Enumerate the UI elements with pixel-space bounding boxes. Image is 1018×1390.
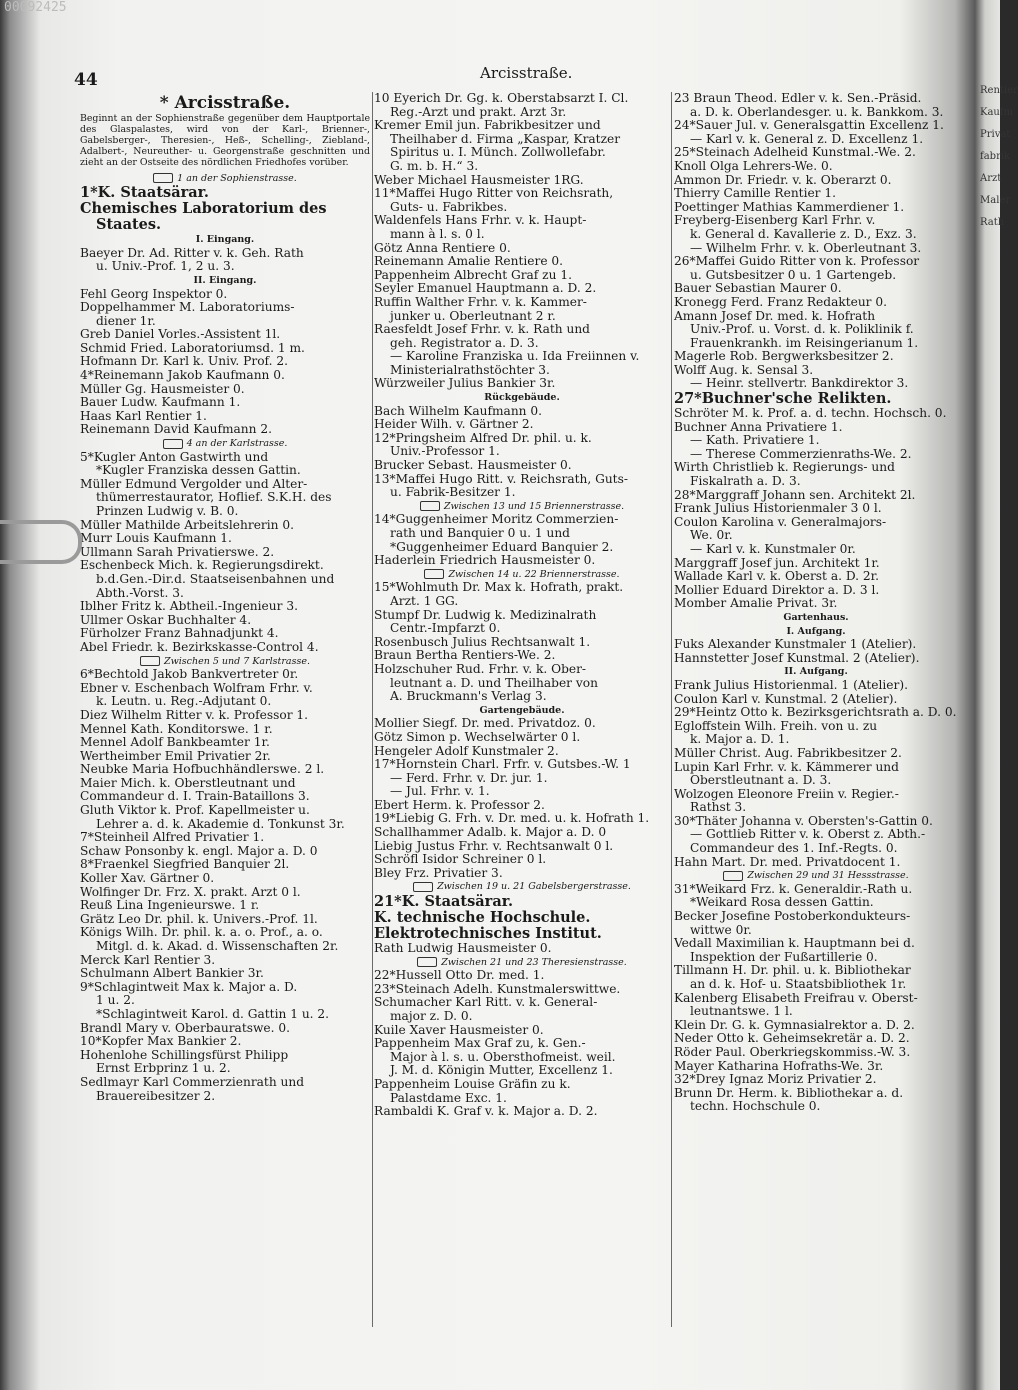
scan-id: 00092425 [4,0,67,15]
directory-entry: Knoll Olga Lehrers-We. 0. [674,158,833,173]
directory-entry: *Guggenheimer Eduard Banquier 2. [390,539,614,554]
directory-entry: Mollier Siegf. Dr. med. Privatdoz. 0. [374,716,596,731]
street-divider [80,655,370,669]
directory-entry: Brunn Dr. Herm. k. Bibliothekar a. d. [674,1085,904,1100]
directory-entry: Arzt. 1 GG. [390,593,459,608]
directory-entry: — Karl v. k. Kunstmaler 0r. [690,542,856,556]
directory-entry: Commandeur d. I. Train-Bataillons 3. [80,789,310,804]
directory-entry: Pappenheim Max Graf zu, k. Gen.- [374,1036,586,1051]
directory-entry: Königs Wilh. Dr. phil. k. a. o. Prof., a. o. [80,925,323,940]
directory-entry: G. m. b. H.“ 3. [390,158,479,173]
directory-entry: Schaw Ponsonby k. engl. Major a. D. 0 [80,843,318,858]
directory-entry: Ministerialrathstöchter 3. [390,362,550,377]
directory-entry: Guts- u. Fabrikbes. [390,199,508,214]
edge-fragment: Privat [980,129,1011,140]
directory-entry: *Weikard Rosa dessen Gattin. [690,895,874,910]
directory-entry: — Jul. Frhr. v. 1. [390,784,490,799]
column-2 [374,92,670,1119]
directory-entry: Baeyer Dr. Ad. Ritter v. k. Geh. Rath [80,245,304,260]
directory-entry: Thierry Camille Rentier 1. [674,186,837,201]
directory-entry: techn. Hochschule 0. [690,1099,821,1114]
pointing-hand-icon [413,882,433,892]
pointing-hand-icon [153,173,173,183]
edge-fragment: Arzt [980,173,1002,184]
directory-entry: Koller Xav. Gärtner 0. [80,871,215,886]
directory-entry: Wolzogen Eleonore Freiin v. Regier.- [674,786,899,801]
directory-entry: k. Leutn. u. Reg.-Adjutant 0. [96,694,272,709]
page-number: 44 [74,70,98,90]
directory-entry: Hofmann Dr. Karl k. Univ. Prof. 2. [80,354,288,369]
directory-entry: Prinzen Ludwig v. B. 0. [96,504,239,518]
street-divider [674,869,958,883]
directory-entry: — Ferd. Frhr. v. Dr. jur. 1. [390,770,548,785]
pointing-hand-icon [417,957,437,967]
directory-entry: 29*Heintz Otto k. Bezirksgerichtsrath a. D. 0. [674,705,957,720]
directory-entry: Centr.-Impfarzt 0. [390,621,501,636]
directory-entry: a. D. k. Oberlandesger. u. k. Bankkom. 3. [690,104,944,119]
directory-entry: Kronegg Ferd. Franz Redakteur 0. [674,294,888,309]
directory-entry: — Kath. Privatiere 1. [690,433,820,448]
directory-entry: 26*Maffei Guido Ritter von k. Professor [674,254,920,269]
section-heading: Gartengebäude. [479,704,565,716]
directory-entry: Palastdame Exc. 1. [390,1090,507,1105]
directory-entry: Ernst Erbprinz 1 u. 2. [96,1061,231,1076]
directory-entry: Schallhammer Adalb. k. Major a. D. 0 [374,825,607,840]
directory-entry: Bley Frz. Privatier 3. [374,865,503,880]
directory-entry: Würzweiler Julius Bankier 3r. [374,376,556,391]
directory-entry: Weber Michael Hausmeister 1RG. [374,172,584,187]
directory-entry: Rambaldi K. Graf v. k. Major a. D. 2. [374,1104,598,1119]
directory-entry: Momber Amalie Privat. 3r. [674,596,838,611]
column-1 [80,92,370,1103]
directory-entry: Götz Anna Rentiere 0. [374,240,511,255]
directory-entry: Holzschuher Rud. Frhr. v. k. Ober- [374,661,587,676]
directory-entry: 6*Bechtold Jakob Bankvertreter 0r. [80,667,299,682]
directory-entry: 13*Maffei Hugo Ritt. v. Reichsrath, Guts- [374,471,628,486]
directory-entry: Wolfinger Dr. Frz. X. prakt. Arzt 0 l. [80,884,301,899]
directory-entry: Schröter M. k. Prof. a. d. techn. Hochsch. 0. [674,406,947,421]
directory-entry: Müller Mathilde Arbeitslehrerin 0. [80,517,294,532]
pointing-hand-icon [163,439,183,449]
directory-entry: Hohenlohe Schillingsfürst Philipp [80,1047,289,1062]
directory-entry: k. Major a. D. 1. [690,732,790,747]
directory-entry: Iblher Fritz k. Abtheil.-Ingenieur 3. [80,599,298,614]
directory-entry: Röder Paul. Oberkriegskommiss.-W. 3. [674,1044,911,1059]
section-heading: II. Eingang. [193,274,257,286]
column-3 [674,92,958,1114]
directory-entry: Commandeur des 1. Inf.-Regts. 0. [690,841,898,856]
directory-entry: Mayer Katharina Hofraths-We. 3r. [674,1058,884,1073]
directory-entry: 25*Steinach Adelheid Kunstmal.-We. 2. [674,145,916,160]
directory-entry: wittwe 0r. [690,922,752,937]
section-heading: I. Eingang. [195,234,255,246]
section-heading: Gartenhaus. [783,611,849,623]
directory-entry: Haas Karl Rentier 1. [80,408,207,423]
directory-entry: Braun Bertha Rentiers-We. 2. [374,648,556,663]
directory-entry: Brauereibesitzer 2. [96,1088,216,1103]
section-heading: II. Aufgang. [784,666,848,678]
directory-entry: thümerrestaurator, Hoflief. S.K.H. des [96,490,332,505]
directory-entry: 11*Maffei Hugo Ritter von Reichsrath, [374,186,614,201]
directory-entry: Ebner v. Eschenbach Wolfram Frhr. v. [80,680,313,695]
directory-entry: 4*Reinemann Jakob Kaufmann 0. [80,368,285,383]
directory-entry: Fehl Georg Inspektor 0. [80,286,228,301]
directory-entry: Staates. [96,216,162,234]
directory-entry: Brandl Mary v. Oberbauratswe. 0. [80,1020,291,1035]
directory-entry: 1*K. Staatsärar. [80,184,209,202]
divider-text: 4 an der Karlstrasse. [186,438,288,450]
pointing-hand-icon [140,656,160,666]
directory-entry: Mitgl. d. k. Akad. d. Wissenschaften 2r. [96,939,339,953]
directory-entry: 8*Fraenkel Siegfried Banquier 2l. [80,857,290,872]
directory-entry: Heider Wilh. v. Gärtner 2. [374,417,534,432]
directory-entry: 10*Kopfer Max Bankier 2. [80,1034,242,1049]
directory-entry: *Schlagintweit Karol. d. Gattin 1 u. 2. [96,1006,330,1021]
directory-entry: Lehrer a. d. k. Akademie d. Tonkunst 3r. [96,816,345,831]
directory-entry: 9*Schlagintweit Max k. Major a. D. [80,979,298,994]
directory-entry: Müller Christ. Aug. Fabrikbesitzer 2. [674,745,902,760]
directory-entry: Abel Friedr. k. Bezirkskasse-Control 4. [80,639,319,654]
directory-entry: Ruffin Walther Frhr. v. k. Kammer- [374,294,587,309]
directory-entry: Müller Edmund Vergolder und Alter- [80,476,308,491]
directory-entry: u. Fabrik-Besitzer 1. [390,485,516,500]
directory-entry: Schmid Fried. Laboratoriumsd. 1 m. [80,340,305,355]
directory-entry: Coulon Karl v. Kunstmal. 2 (Atelier). [674,691,898,706]
directory-entry: Greb Daniel Vorles.-Assistent 1l. [80,327,281,342]
directory-entry: Seyler Emanuel Hauptmann a. D. 2. [374,281,597,296]
street-divider [374,956,670,970]
directory-entry: We. 0r. [690,528,733,543]
directory-entry: Grätz Leo Dr. phil. k. Univers.-Prof. 1l. [80,911,318,926]
directory-entry: 17*Hornstein Charl. Frfr. v. Gutsbes.-W. 1 [374,757,631,772]
directory-entry: Theilhaber d. Firma „Kaspar, Kratzer [390,131,621,146]
directory-entry: Stumpf Dr. Ludwig k. Medizinalrath [374,607,597,622]
edge-fragment: Maler [980,195,1011,206]
directory-entry: Müller Gg. Hausmeister 0. [80,381,245,396]
directory-entry: 19*Liebig G. Frh. v. Dr. med. u. k. Hofrath 1. [374,811,650,826]
directory-entry: Coulon Karolina v. Generalmajors- [674,514,887,529]
directory-entry: 22*Hussell Otto Dr. med. 1. [374,968,545,983]
directory-entry: A. Bruckmann's Verlag 3. [390,689,547,704]
directory-entry: Bauer Sebastian Maurer 0. [674,281,842,296]
directory-entry: k. General d. Kavallerie z. D., Exz. 3. [690,226,917,241]
directory-entry: Ammon Dr. Friedr. v. k. Oberarzt 0. [674,172,892,187]
divider-text: Zwischen 5 und 7 Karlstrasse. [164,655,310,667]
directory-entry: Murr Louis Kaufmann 1. [80,531,232,546]
directory-entry: Ullmer Oskar Buchhalter 4. [80,612,252,627]
directory-entry: Raesfeldt Josef Frhr. v. k. Rath und [374,322,590,337]
directory-entry: Neder Otto k. Geheimsekretär a. D. 2. [674,1031,910,1046]
directory-entry: Schumacher Karl Ritt. v. k. General- [374,995,598,1010]
running-head: Arcisstraße. [480,64,573,82]
street-divider [374,880,670,894]
directory-entry: Ebert Herm. k. Professor 2. [374,797,545,812]
directory-entry: Wallade Karl v. k. Oberst a. D. 2r. [674,569,880,584]
directory-entry: Rath Ludwig Hausmeister 0. [374,941,552,956]
directory-entry: Amann Josef Dr. med. k. Hofrath [674,308,876,323]
edge-fragment: Kaufm [980,107,1014,118]
directory-entry: Oberstleutnant a. D. 3. [690,773,832,788]
directory-entry: 14*Guggenheimer Moritz Commerzien- [374,512,619,527]
directory-entry: 15*Wohlmuth Dr. Max k. Hofrath, prakt. [374,580,624,595]
edge-fragment: fabrik [980,151,1011,162]
directory-entry: — Heinr. stellvertr. Bankdirektor 3. [690,376,909,391]
divider-text: Zwischen 21 und 23 Theresienstrasse. [441,956,627,968]
directory-entry: — Gottlieb Ritter v. k. Oberst z. Abth.- [690,827,926,842]
directory-entry: Bach Wilhelm Kaufmann 0. [374,403,543,418]
directory-entry: Schröfl Isidor Schreiner 0 l. [374,852,547,867]
street-divider [374,500,670,514]
divider-text: Zwischen 13 und 15 Briennerstrasse. [443,500,625,512]
edge-fragment: Rentier [980,85,1018,96]
directory-entry: Hahn Mart. Dr. med. Privatdocent 1. [674,854,901,869]
directory-entry: Hannstetter Josef Kunstmal. 2 (Atelier). [674,650,920,665]
directory-entry: — Therese Commerzienraths-We. 2. [690,446,912,461]
directory-entry: Merck Karl Rentier 3. [80,952,216,967]
directory-entry: Götz Simon p. Wechselwärter 0 l. [374,729,581,744]
directory-entry: Vedall Maximilian k. Hauptmann bei d. [674,936,915,951]
directory-entry: mann à l. s. 0 l. [390,226,485,241]
divider-text: 1 an der Sophienstrasse. [177,172,297,184]
directory-entry: u. Gutsbesitzer 0 u. 1 Gartengeb. [690,267,897,282]
directory-entry: Eschenbeck Mich. k. Regierungsdirekt. [80,558,324,573]
directory-entry: Haderlein Friedrich Hausmeister 0. [374,553,596,568]
directory-entry: Reuß Lina Ingenieurswe. 1 r. [80,898,260,913]
directory-entry: Wirth Christlieb k. Regierungs- und [674,460,895,475]
directory-entry: 30*Thäter Johanna v. Obersten's-Gattin 0. [674,813,933,828]
directory-entry: Major à l. s. u. Obersthofmeist. weil. [390,1049,616,1064]
directory-entry: 23 Braun Theod. Edler v. k. Sen.-Präsid. [674,91,922,105]
directory-entry: *Kugler Franziska dessen Gattin. [96,463,301,478]
directory-entry: Inspektion der Fußartillerie 0. [690,949,878,964]
directory-entry: Mennel Adolf Bankbeamter 1r. [80,735,270,750]
directory-entry: Magerle Rob. Bergwerksbesitzer 2. [674,349,894,364]
directory-entry: 32*Drey Ignaz Moriz Privatier 2. [674,1072,877,1087]
divider-text: Zwischen 19 u. 21 Gabelsbergerstrasse. [437,881,631,893]
paper-clip [0,520,82,564]
directory-entry: Buchner Anna Privatiere 1. [674,419,843,434]
section-heading: I. Aufgang. [786,625,846,637]
directory-entry: — Karoline Franziska u. Ida Freiinnen v. [390,349,640,364]
directory-entry: rath und Banquier 0 u. 1 und [390,526,570,540]
directory-entry: Klein Dr. G. k. Gymnasialrektor a. D. 2. [674,1017,915,1032]
pointing-hand-icon [723,871,743,881]
directory-entry: Mollier Eduard Direktor a. D. 3 l. [674,582,880,597]
directory-entry: Rathst 3. [690,800,747,815]
directory-entry: Waldenfels Hans Frhr. v. k. Haupt- [374,213,587,228]
directory-entry: Univ.-Prof. u. Vorst. d. k. Poliklinik f. [690,322,914,337]
directory-entry: 10 Eyerich Dr. Gg. k. Oberstabsarzt I. Cl. [374,91,629,105]
directory-entry: Ullmann Sarah Privatierswe. 2. [80,544,275,559]
directory-entry: Rosenbusch Julius Rechtsanwalt 1. [374,634,591,649]
directory-entry: Gluth Viktor k. Prof. Kapellmeister u. [80,803,310,818]
directory-entry: — Karl v. k. General z. D. Excellenz 1. [690,131,924,146]
edge-fragment: Rath [980,217,1005,228]
directory-entry: Diez Wilhelm Ritter v. k. Professor 1. [80,707,309,722]
directory-entry: Fürholzer Franz Bahnadjunkt 4. [80,626,279,641]
directory-entry: Marggraff Josef jun. Architekt 1r. [674,555,880,570]
directory-entry: Pappenheim Louise Gräfin zu k. [374,1076,571,1091]
directory-entry: Bauer Ludw. Kaufmann 1. [80,395,241,410]
street-divider [80,437,370,451]
directory-entry: Elektrotechnisches Institut. [374,925,602,943]
directory-entry: Maier Mich. k. Oberstleutnant und [80,775,296,790]
directory-entry: 7*Steinheil Alfred Privatier 1. [80,830,265,845]
directory-entry: K. technische Hochschule. [374,909,591,927]
directory-entry: Doppelhammer M. Laboratoriums- [80,300,295,315]
directory-entry: Frank Julius Historienmaler 3 0 l. [674,501,882,516]
directory-entry: Pappenheim Albrecht Graf zu 1. [374,267,572,282]
directory-entry: diener 1r. [96,313,156,328]
directory-entry: Brucker Sebast. Hausmeister 0. [374,458,572,473]
directory-entry: 5*Kugler Anton Gastwirth und [80,449,269,464]
column-rule [372,92,373,1327]
directory-entry: u. Univ.-Prof. 1, 2 u. 3. [96,259,235,274]
directory-entry: Univ.-Professor 1. [390,444,500,459]
directory-entry: Wertheimber Emil Privatier 2r. [80,748,271,763]
directory-entry: Neubke Maria Hofbuchhändlerswe. 2 l. [80,762,325,777]
directory-entry: junker u. Oberleutnant 2 r. [390,308,556,323]
directory-entry: Kuile Xaver Hausmeister 0. [374,1022,544,1037]
directory-entry: Frauenkrankh. im Reisingerianum 1. [690,335,919,350]
directory-entry: Chemisches Laboratorium des [80,200,327,218]
street-divider [80,172,370,186]
directory-entry: 12*Pringsheim Alfred Dr. phil. u. k. [374,430,592,445]
directory-entry: Reinemann David Kaufmann 2. [80,422,272,437]
directory-entry: Mennel Kath. Konditorswe. 1 r. [80,721,273,736]
directory-entry: 28*Marggraff Johann sen. Architekt 2l. [674,487,916,502]
directory-entry: Wolff Aug. k. Sensal 3. [674,362,814,377]
directory-entry: Sedlmayr Karl Commerzienrath und [80,1074,305,1089]
directory-entry: Kalenberg Elisabeth Freifrau v. Oberst- [674,990,918,1005]
directory-entry: 21*K. Staatsärar. [374,893,514,911]
directory-entry: Egloffstein Wilh. Freih. von u. zu [674,718,878,733]
directory-entry: Liebig Justus Frhr. v. Rechtsanwalt 0 l. [374,838,614,853]
directory-entry: 23*Steinach Adelh. Kunstmalerswittwe. [374,981,621,996]
directory-entry: * Arcisstraße. [159,93,291,113]
directory-entry: J. M. d. Königin Mutter, Excellenz 1. [390,1063,613,1078]
directory-entry: Frank Julius Historienmal. 1 (Atelier). [674,677,908,692]
divider-text: Zwischen 14 u. 22 Briennerstrasse. [448,568,620,580]
column-rule [671,92,672,1327]
directory-entry: 1 u. 2. [96,993,135,1008]
directory-entry: Spiritus u. I. Münch. Zollwollefabr. [390,145,606,160]
pointing-hand-icon [424,569,444,579]
directory-entry: Tillmann H. Dr. phil. u. k. Bibliothekar [674,963,911,978]
directory-entry: Freyberg-Eisenberg Karl Frhr. v. [674,213,876,228]
directory-entry: Lupin Karl Frhr. v. k. Kämmerer und [674,759,899,774]
directory-entry: Fiskalrath a. D. 3. [690,474,801,489]
directory-entry: 31*Weikard Frz. k. Generaldir.-Rath u. [674,881,913,896]
directory-entry: 27*Buchner'sche Relikten. [674,390,892,408]
divider-text: Zwischen 29 und 31 Hessstrasse. [747,870,909,882]
directory-entry: Reinemann Amalie Rentiere 0. [374,254,564,269]
next-page-edge [980,80,1018,234]
directory-entry: Hengeler Adolf Kunstmaler 2. [374,743,559,758]
pointing-hand-icon [420,501,440,511]
section-heading: Rückgebäude. [484,392,560,404]
directory-entry: leutnantswe. 1 l. [690,1004,793,1019]
directory-entry: Abth.-Vorst. 3. [96,585,184,600]
directory-entry: an d. k. Hof- u. Staatsbibliothek 1r. [690,977,907,991]
directory-entry: 24*Sauer Jul. v. Generalsgattin Excellenz 1. [674,118,944,133]
directory-entry: Kremer Emil jun. Fabrikbesitzer und [374,118,601,133]
directory-entry: geh. Registrator a. D. 3. [390,335,539,350]
directory-entry: Becker Josefine Postoberkondukteurs- [674,909,911,924]
directory-entry: Poettinger Mathias Kammerdiener 1. [674,199,905,214]
directory-entry: major z. D. 0. [390,1009,473,1023]
directory-entry: Reg.-Arzt und prakt. Arzt 3r. [390,104,567,119]
directory-entry: leutnant a. D. und Theilhaber von [390,675,598,690]
directory-entry: b.d.Gen.-Dir.d. Staatseisenbahnen und [96,571,335,586]
street-divider [374,568,670,582]
directory-entry: Beginnt an der Sophienstraße gegenüber dem Hauptportale des Glaspalastes, wird von der Karl-, Brienner-, Gabelsberger-, Theresien-, Heß-, Schelling-, Ziebland-, Adalbert-, Neureuther- u. Georgenstraße geschnitten und zieht an der Ostseite des nördlichen Friedhofes vorüber. [80,113,370,168]
directory-entry: Fuks Alexander Kunstmaler 1 (Atelier). [674,637,917,652]
directory-entry: — Wilhelm Frhr. v. k. Oberleutnant 3. [690,240,922,255]
directory-entry: Schulmann Albert Bankier 3r. [80,966,264,981]
